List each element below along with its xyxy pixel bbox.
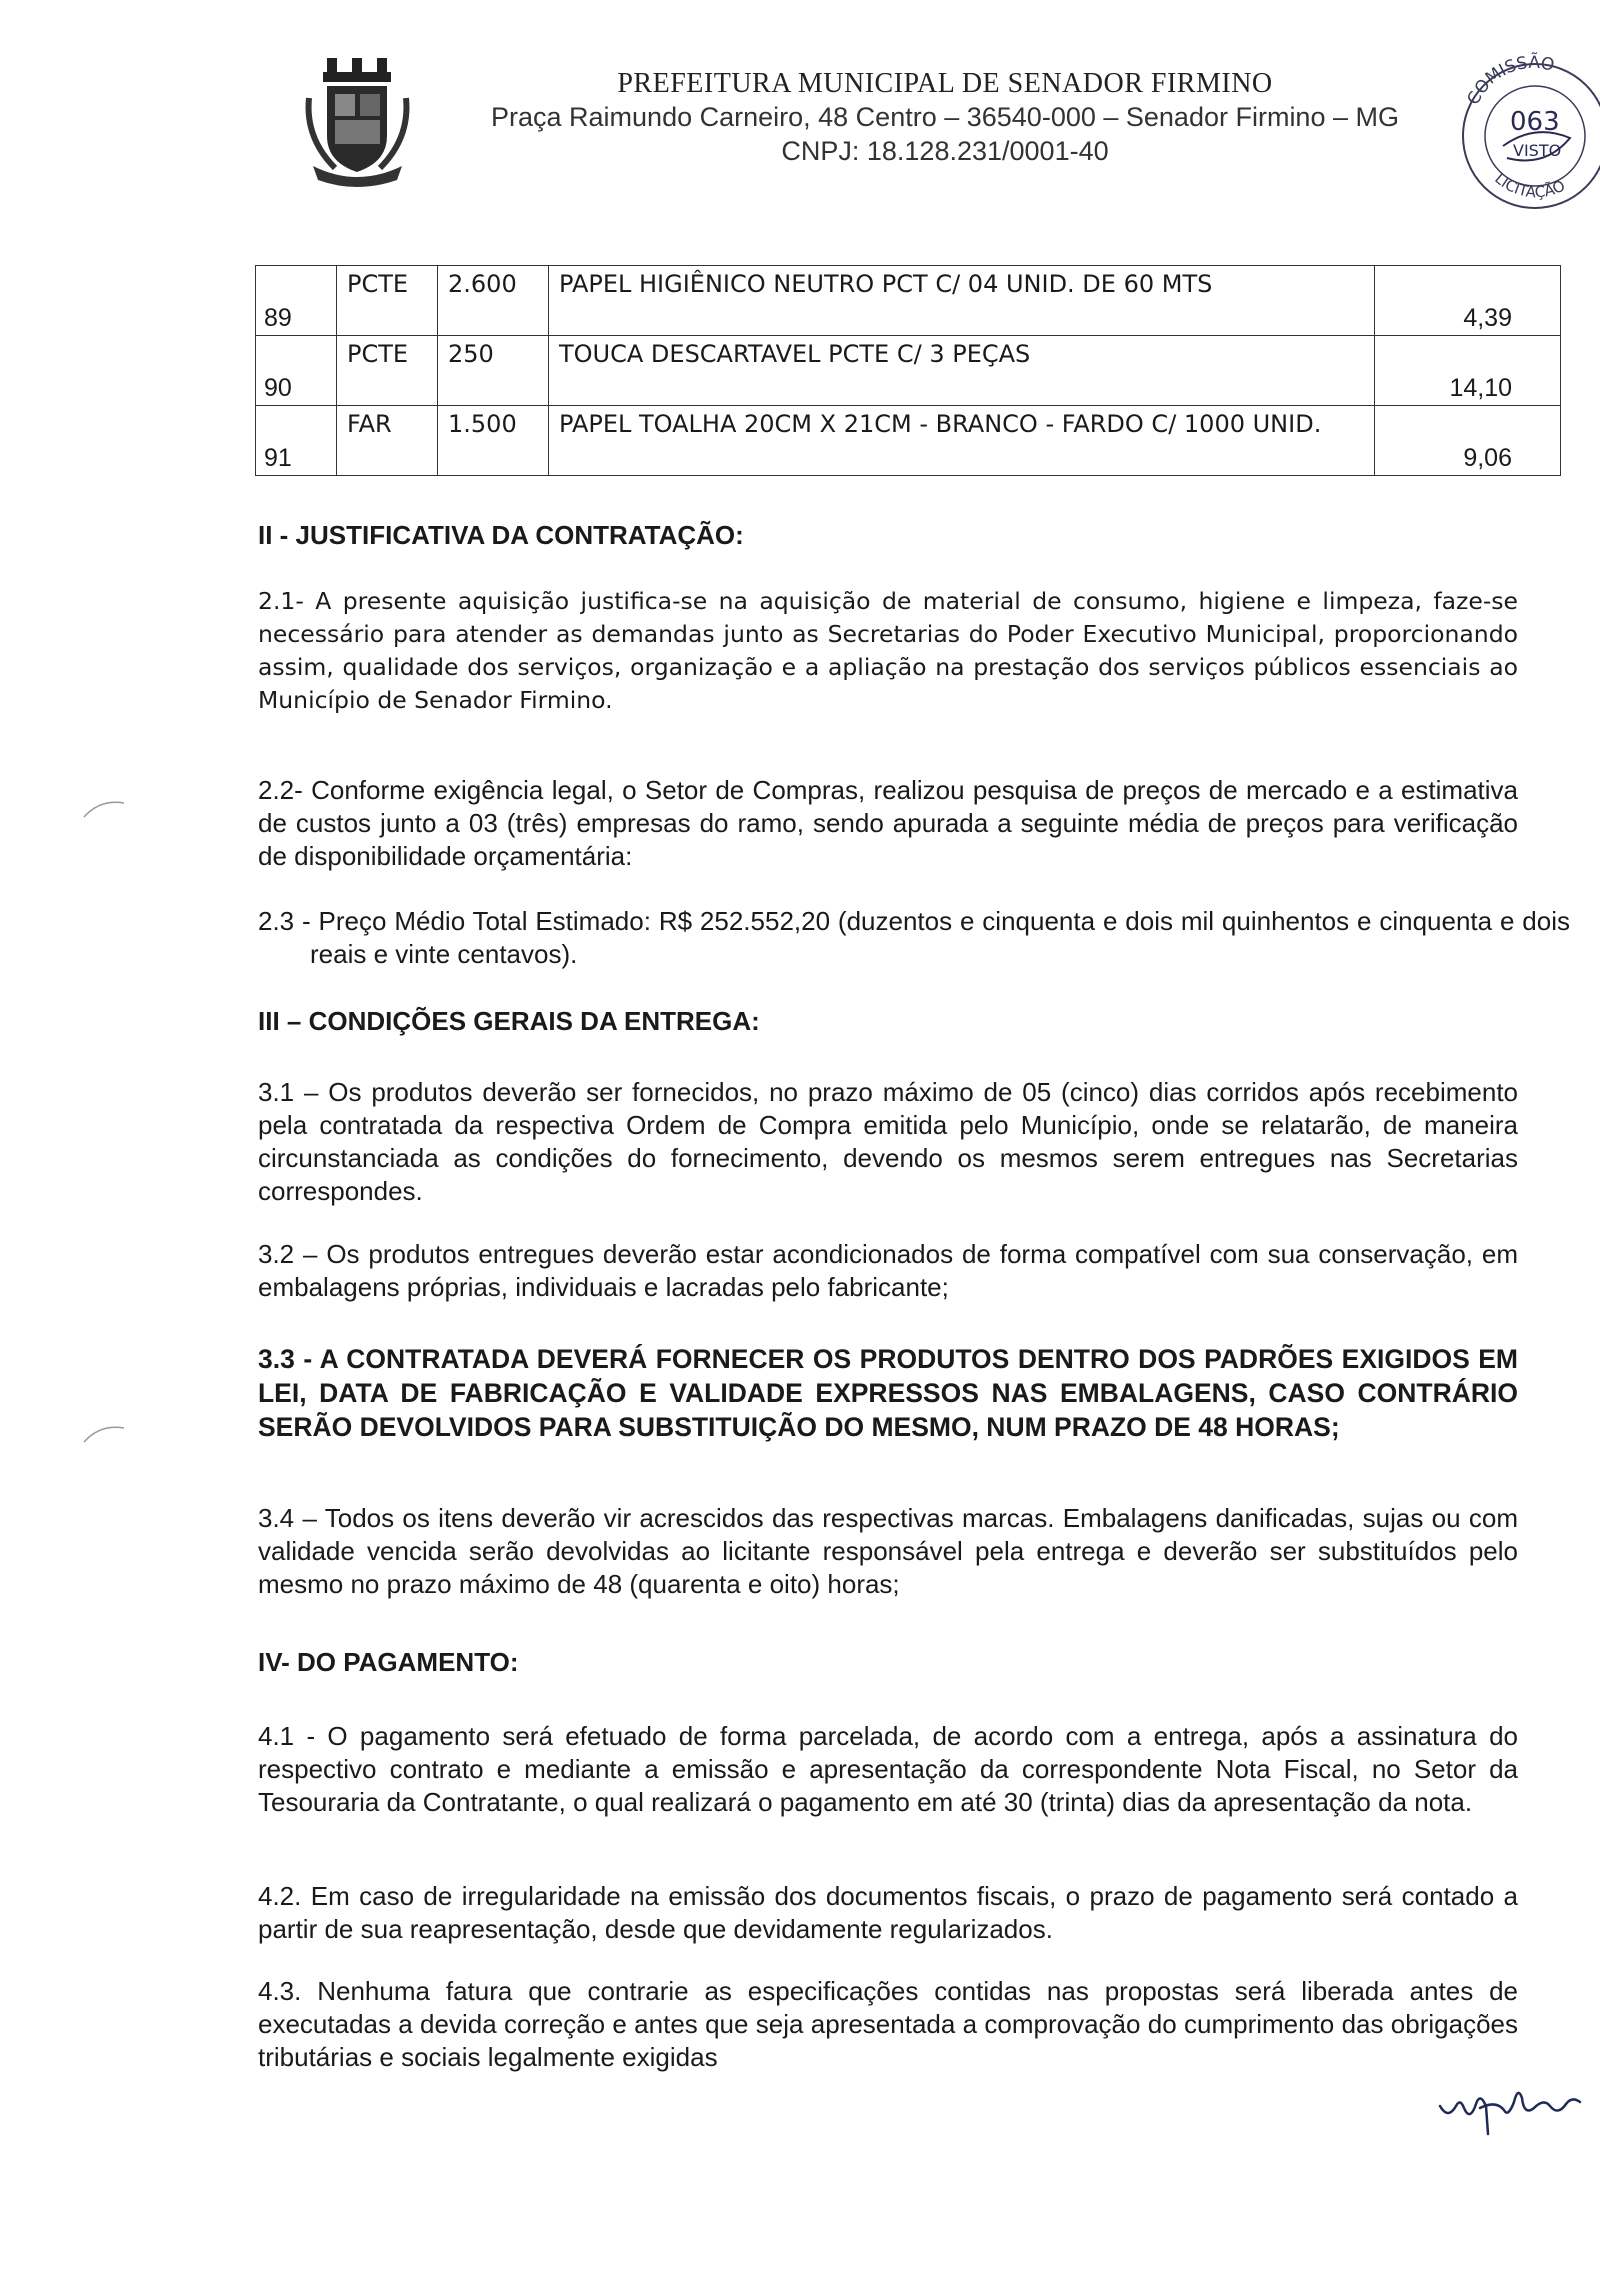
paragraph-4-1: 4.1 - O pagamento será efetuado de forma parcelada, de acordo com a entrega, após a assinatura do respectivo contrato e mediante a emissão e apresentação da correspondente Nota Fiscal, no Setor da Tesouraria da Contratante, o qual realizará o pagamento em até 30 (trinta) dias da apresentação da nota. xyxy=(258,1721,1518,1817)
commission-stamp xyxy=(1455,28,1600,223)
item-price-cell: 14,10 xyxy=(1375,336,1561,406)
header-cnpj: CNPJ: 18.128.231/0001-40 xyxy=(781,136,1109,166)
paragraph-2-1: 2.1- A presente aquisição justifica-se na aquisição de material de consumo, higiene e limpeza, faze-se necessário para atender as demandas junto as Secretarias do Poder Executivo Municipal, proporcionando assim, qualidade dos serviços, organização e a apliação na prestação dos serviços públicos essenciais ao Município de Senador Firmino. xyxy=(258,587,1518,714)
paragraph-2-3: 2.3 - Preço Médio Total Estimado: R$ 252.552,20 (duzentos e cinquenta e dois mil quinhentos e cinquenta e dois reais e vinte centavos). xyxy=(258,906,1570,969)
paragraph-3-3: 3.3 - A CONTRATADA DEVERÁ FORNECER OS PRODUTOS DENTRO DOS PADRÕES EXIGIDOS EM LEI, DATA DE FABRICAÇÃO E VALIDADE EXPRESSOS NAS EMBALAGENS, CASO CONTRÁRIO SERÃO DEVOLVIDOS PARA SUBSTITUIÇÃO DO MESMO, NUM PRAZO DE 48 HORAS; xyxy=(258,1344,1518,1442)
svg-text:LICITAÇÃO xyxy=(1491,169,1568,201)
svg-text:COMISSÃO xyxy=(1464,51,1556,108)
paragraph-3-2: 3.2 – Os produtos entregues deverão estar acondicionados de forma compatível com sua conservação, em embalagens próprias, individuais e lacradas pelo fabricante; xyxy=(258,1239,1518,1302)
item-price-cell: 9,06 xyxy=(1375,406,1561,476)
item-qty-cell: 1.500 xyxy=(438,406,549,476)
stamp-top-text: COMISSÃO xyxy=(1463,52,1557,109)
item-number-cell: 90 xyxy=(256,336,337,406)
table-row xyxy=(256,336,1561,406)
paragraph-3-1: 3.1 – Os produtos deverão ser fornecidos, no prazo máximo de 05 (cinco) dias corridos após recebimento pela contratada da respectiva Ordem de Compra emitida pelo Município, onde se relatarão, de maneira circunstanciada as condições do fornecimento, devendo os mesmos serem entregues nas Secretarias correspondes. xyxy=(258,1077,1518,1206)
item-qty-cell: 2.600 xyxy=(438,266,549,336)
item-desc-cell: PAPEL TOALHA 20CM X 21CM - BRANCO - FARDO C/ 1000 UNID. xyxy=(549,406,1375,476)
item-price-cell: 4,39 xyxy=(1375,266,1561,336)
paragraph-2-2: 2.2- Conforme exigência legal, o Setor de Compras, realizou pesquisa de preços de mercado e a estimativa de custos junto a 03 (três) empresas do ramo, sendo apurada a seguinte média de preços para verificação de disponibilidade orçamentária: xyxy=(258,775,1518,871)
stamp-bottom-text: LICITAÇÃO xyxy=(1491,169,1568,202)
items-table xyxy=(255,265,1561,476)
section-heading-entrega: III – CONDIÇÕES GERAIS DA ENTREGA: xyxy=(258,1006,760,1036)
item-number-cell: 89 xyxy=(256,266,337,336)
handwritten-initials xyxy=(1430,2068,1600,2148)
table-row xyxy=(256,266,1561,336)
item-desc-cell: TOUCA DESCARTAVEL PCTE C/ 3 PEÇAS xyxy=(549,336,1375,406)
section-heading-pagamento: IV- DO PAGAMENTO: xyxy=(258,1647,519,1677)
item-unit-cell: PCTE xyxy=(337,266,438,336)
paragraph-4-2: 4.2. Em caso de irregularidade na emissão dos documentos fiscais, o prazo de pagamento será contado a partir de sua reapresentação, desde que devidamente regularizados. xyxy=(258,1881,1518,1944)
item-unit-cell: PCTE xyxy=(337,336,438,406)
item-number-cell: 91 xyxy=(256,406,337,476)
item-desc-cell: PAPEL HIGIÊNICO NEUTRO PCT C/ 04 UNID. DE 60 MTS xyxy=(549,266,1375,336)
stamp-number: 063 xyxy=(1510,107,1560,137)
table-row xyxy=(256,406,1561,476)
margin-mark xyxy=(80,795,130,825)
header-address: Praça Raimundo Carneiro, 48 Centro – 36540-000 – Senador Firmino – MG xyxy=(491,102,1399,132)
margin-mark xyxy=(80,1420,130,1450)
item-qty-cell: 250 xyxy=(438,336,549,406)
paragraph-3-4: 3.4 – Todos os itens deverão vir acrescidos das respectivas marcas. Embalagens danificadas, sujas ou com validade vencida serão devolvidas ao licitante responsável pela entrega e deverão ser substituídos pelo mesmo no prazo máximo de 48 (quarenta e oito) horas; xyxy=(258,1503,1518,1599)
paragraph-4-3: 4.3. Nenhuma fatura que contrarie as especificações contidas nas propostas será liberada antes de executadas a devida correção e antes que seja apresentada a comprovação do cumprimento das obrigações tributárias e sociais legalmente exigidas xyxy=(258,1976,1518,2072)
section-heading-justificativa: II - JUSTIFICATIVA DA CONTRATAÇÃO: xyxy=(258,520,744,550)
municipal-crest-icon xyxy=(305,58,410,188)
header-title: PREFEITURA MUNICIPAL DE SENADOR FIRMINO xyxy=(617,68,1273,99)
stamp-visto: VISTO xyxy=(1513,141,1562,160)
item-unit-cell: FAR xyxy=(337,406,438,476)
